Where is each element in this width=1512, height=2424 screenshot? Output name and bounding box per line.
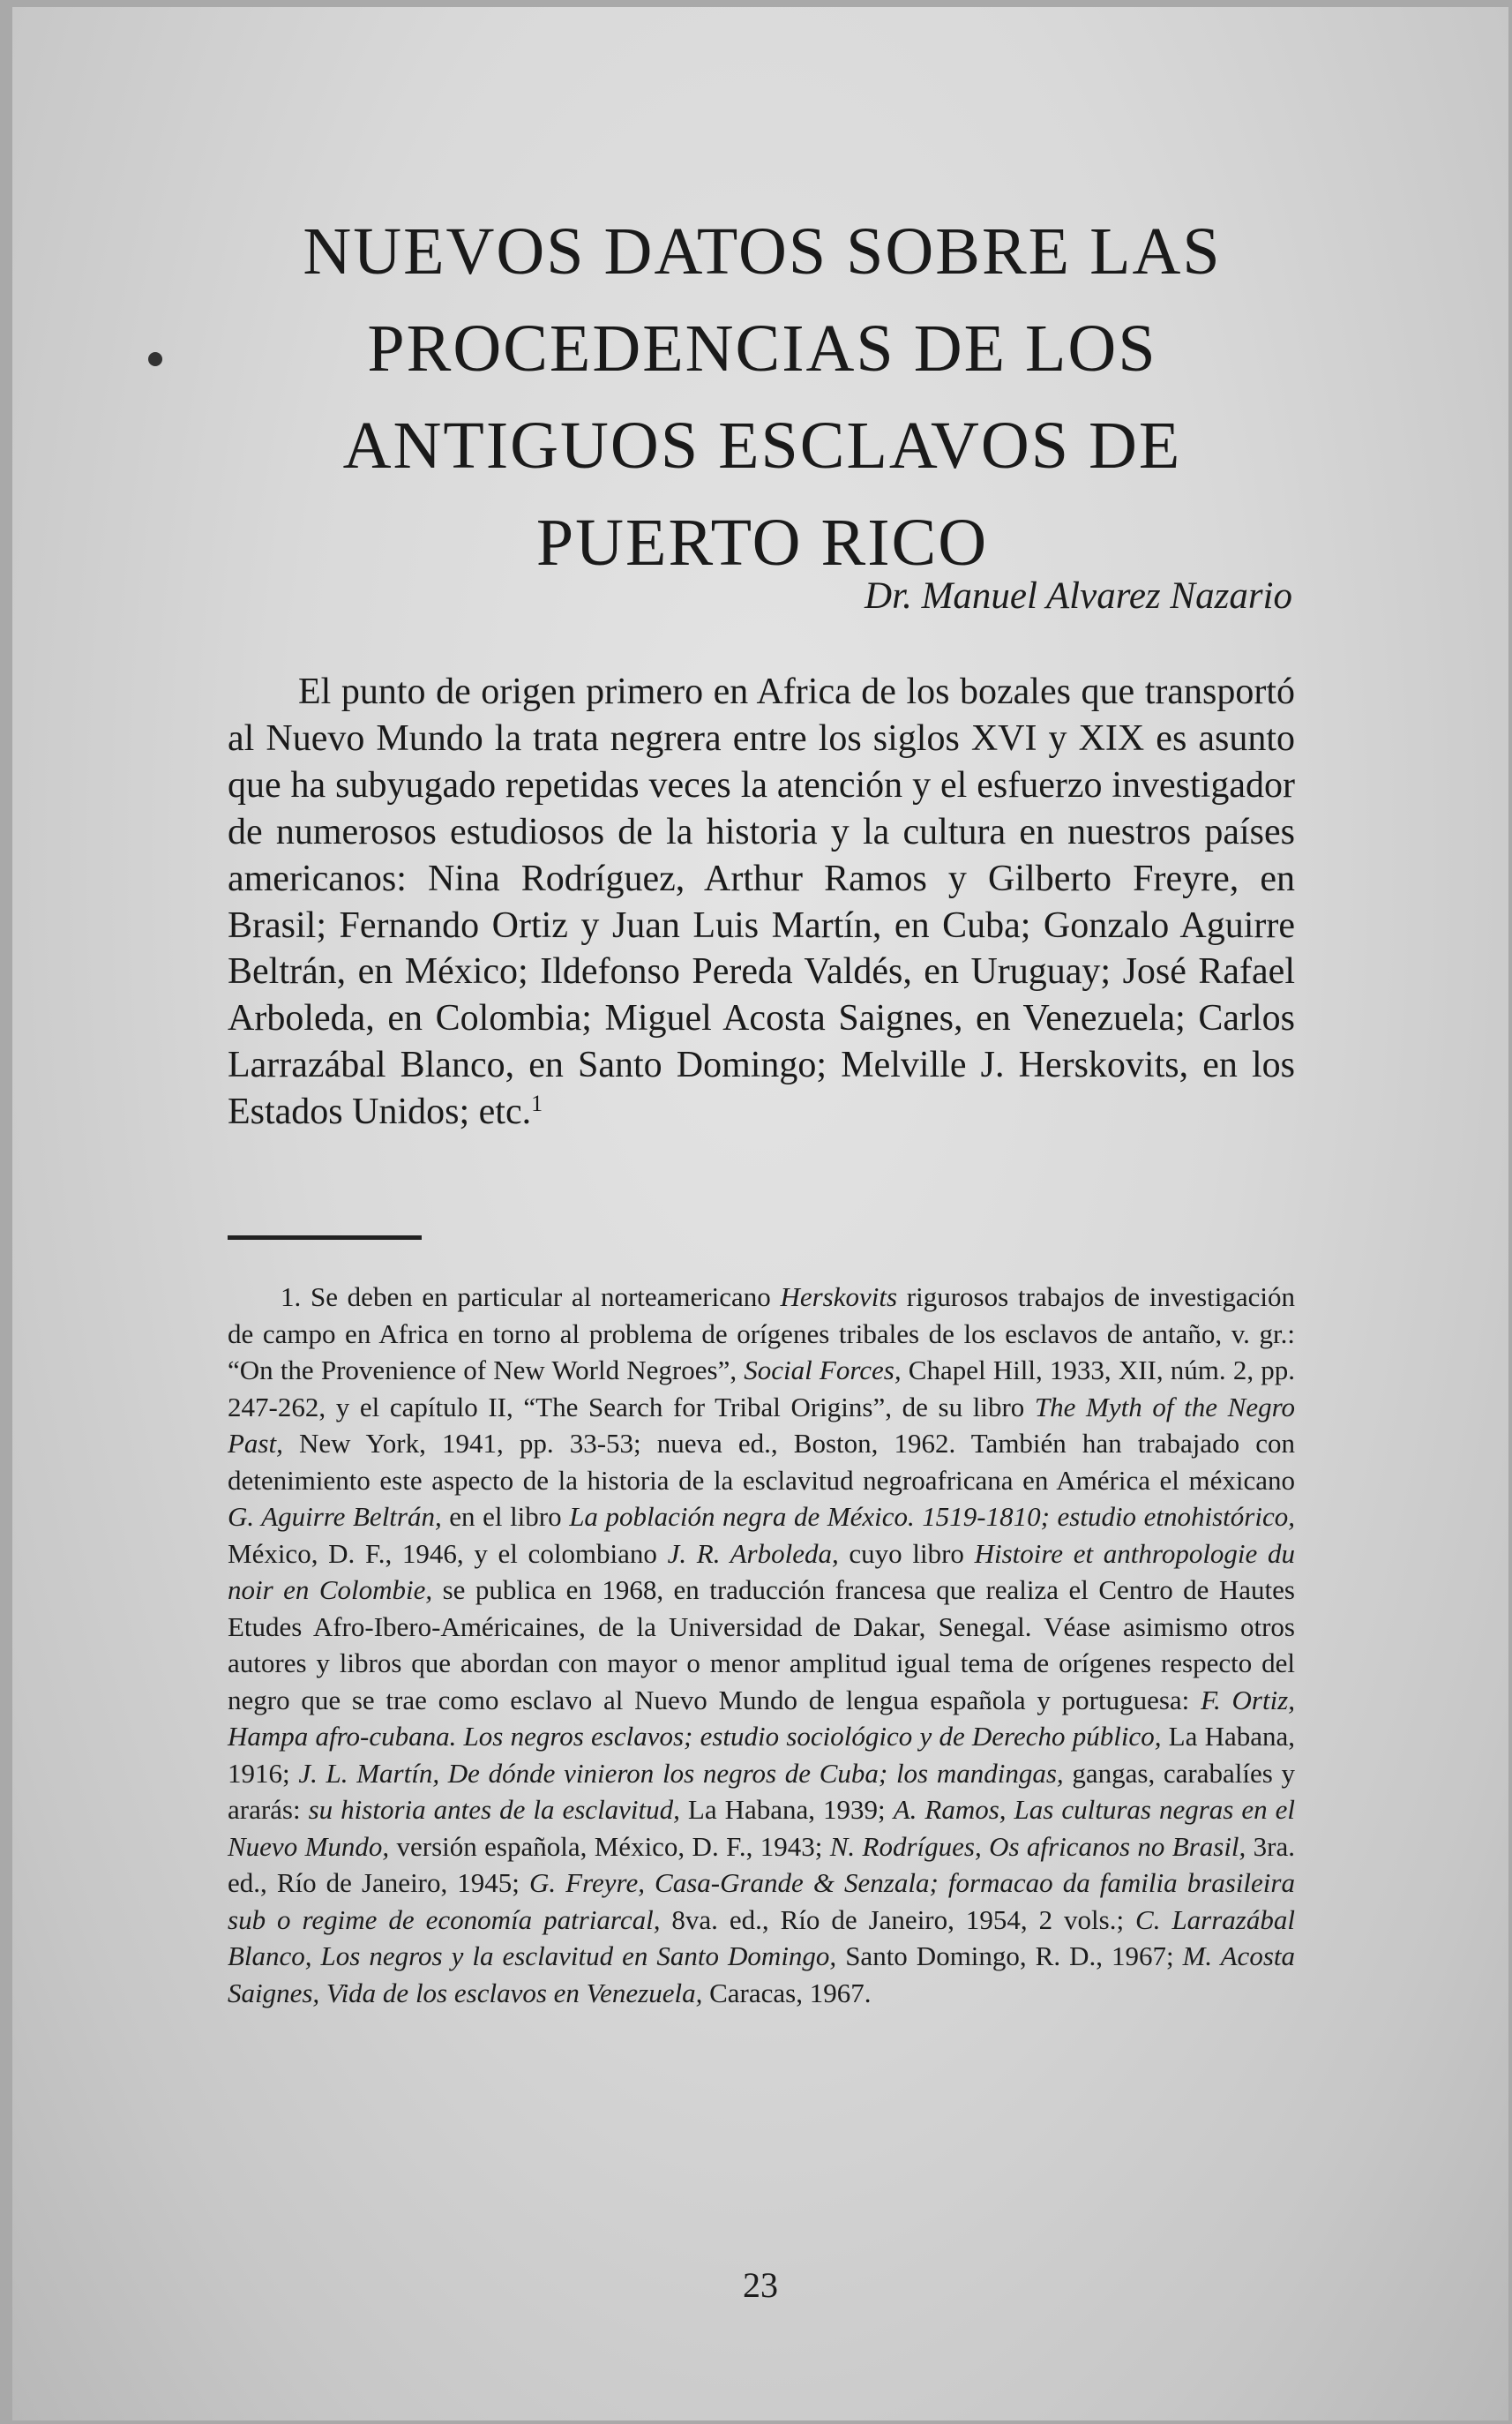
- footnote-text: gangas, carabalíes y ararás:: [228, 1757, 1296, 1825]
- footnote-citation: su historia antes de la esclavitud,: [308, 1794, 680, 1825]
- footnote-citation: The Myth of the Negro Past,: [228, 1391, 1296, 1459]
- footnote-citation: F. Ortiz, Hampa afro-cubana. Los negros esclavos; estudio sociológico y de Derecho público,: [228, 1684, 1295, 1752]
- title-line: PROCEDENCIAS DE LOS: [367, 311, 1157, 386]
- footnote-text: cuyo libro: [838, 1537, 975, 1569]
- footnote-text: Caracas, 1967.: [702, 1977, 872, 2008]
- footnote-citation: M. Acosta Saignes, Vida de los esclavos en Venezuela,: [228, 1940, 1295, 2008]
- footnote-citation: N. Rodrígues, Os africanos no Brasil,: [829, 1830, 1246, 1862]
- footnote-citation: Histoire et anthropologie du noir en Colombie,: [228, 1537, 1295, 1605]
- footnote-text: versión española, México, D. F., 1943;: [389, 1830, 830, 1862]
- footnote-text: La Habana, 1939;: [679, 1794, 894, 1825]
- footnote-text: 3ra. ed., Río de Janeiro, 1945;: [228, 1830, 1296, 1898]
- footnote-text: México, D. F., 1946, y el colombiano: [228, 1537, 668, 1569]
- footnote-text: se publica en 1968, en traducción francesa que realiza el Centro de Hautes Etudes Afro-Ibero-Américaines, de la Universidad de Dakar, Senegal. Véase asimismo otros autores y libros que abordan con mayor o menor amplitud igual tema de orígenes respecto del negro que se trae como esclavo al Nuevo Mundo de lengua española y portuguesa:: [228, 1574, 1295, 1715]
- footnote-citation: G. Aguirre Beltrán,: [228, 1501, 442, 1532]
- title-line: NUEVOS DATOS SOBRE LAS: [303, 214, 1222, 289]
- footnote-text: New York, 1941, pp. 33-53; nueva ed., Boston, 1962. También han trabajado con detenimiento este aspecto de la historia de la esclavitud negroafricana en América el méxicano: [228, 1428, 1295, 1496]
- footnote-text: La Habana, 1916;: [228, 1721, 1295, 1789]
- footnote-text: Chapel Hill, 1933, XII, núm. 2, pp. 247-262, y el capítulo II, “The Search for Tribal Origins”, de su libro: [228, 1355, 1295, 1422]
- footnote-text: rigurosos trabajos de investigación de campo en Africa en torno al problema de orígenes tribales de los esclavos de antaño, v. gr.: “On the Provenience of New World Negroes”,: [228, 1281, 1295, 1385]
- title-line: PUERTO RICO: [535, 506, 989, 580]
- article-title: [233, 203, 1291, 591]
- footnote-separator: [228, 1235, 422, 1240]
- book-page: [12, 7, 1508, 2420]
- footnote-text: Se deben en particular al norteamericano: [310, 1281, 781, 1312]
- footnote-marker: 1: [531, 1091, 543, 1117]
- footnote-citation: Social Forces,: [744, 1355, 902, 1385]
- body-text: El punto de origen primero en Africa de los bozales que transportó al Nuevo Mundo la trata negrera entre los siglos XVI y XIX es asunto que ha subyugado repetidas veces la atención y el esfuerzo investigador de numerosos estudiosos de la historia y la cultura en nuestros países americanos: Nina Rodríguez, Arthur Ramos y Gilberto Freyre, en Brasil; Fernando Ortiz y Juan Luis Martín, en Cuba; Gonzalo Aguirre Beltrán, en México; Ildefonso Pereda Valdés, en Uruguay; José Rafael Arboleda, en Colombia; Miguel Acosta Saignes, en Venezuela; Carlos Larrazábal Blanco, en Santo Domingo; Melville J. Herskovits, en los Estados Unidos; etc.: [228, 672, 1295, 1133]
- title-line: ANTIGUOS ESCLAVOS DE: [342, 409, 1182, 483]
- author-byline: Dr. Manuel Alvarez Nazario: [865, 575, 1292, 617]
- footnote: [228, 1279, 1295, 2011]
- body-paragraph: [228, 669, 1295, 1136]
- footnote-citation: La población negra de México. 1519-1810; estudio etnohistórico,: [569, 1501, 1295, 1532]
- page-number: 23: [743, 2265, 778, 2305]
- footnote-citation: A. Ramos, Las culturas negras en el Nuevo Mundo,: [228, 1794, 1295, 1862]
- ink-dot: [148, 352, 162, 366]
- footnote-text: Santo Domingo, R. D., 1967;: [836, 1940, 1183, 1971]
- footnote-number: 1.: [281, 1281, 302, 1312]
- footnote-citation: J. R. Arboleda,: [667, 1537, 839, 1569]
- footnote-citation: Herskovits: [780, 1281, 898, 1312]
- footnote-citation: J. L. Martín, De dónde vinieron los negros de Cuba; los mandingas,: [298, 1757, 1064, 1789]
- footnote-citation: C. Larrazábal Blanco, Los negros y la esclavitud en Santo Domingo,: [228, 1903, 1295, 1971]
- footnote-citation: G. Freyre, Casa-Grande & Senzala; formacao da familia brasileira sub o regime de economía patriarcal,: [228, 1867, 1295, 1935]
- footnote-text: en el libro: [441, 1501, 570, 1532]
- footnote-text: 8va. ed., Río de Janeiro, 1954, 2 vols.;: [660, 1903, 1136, 1935]
